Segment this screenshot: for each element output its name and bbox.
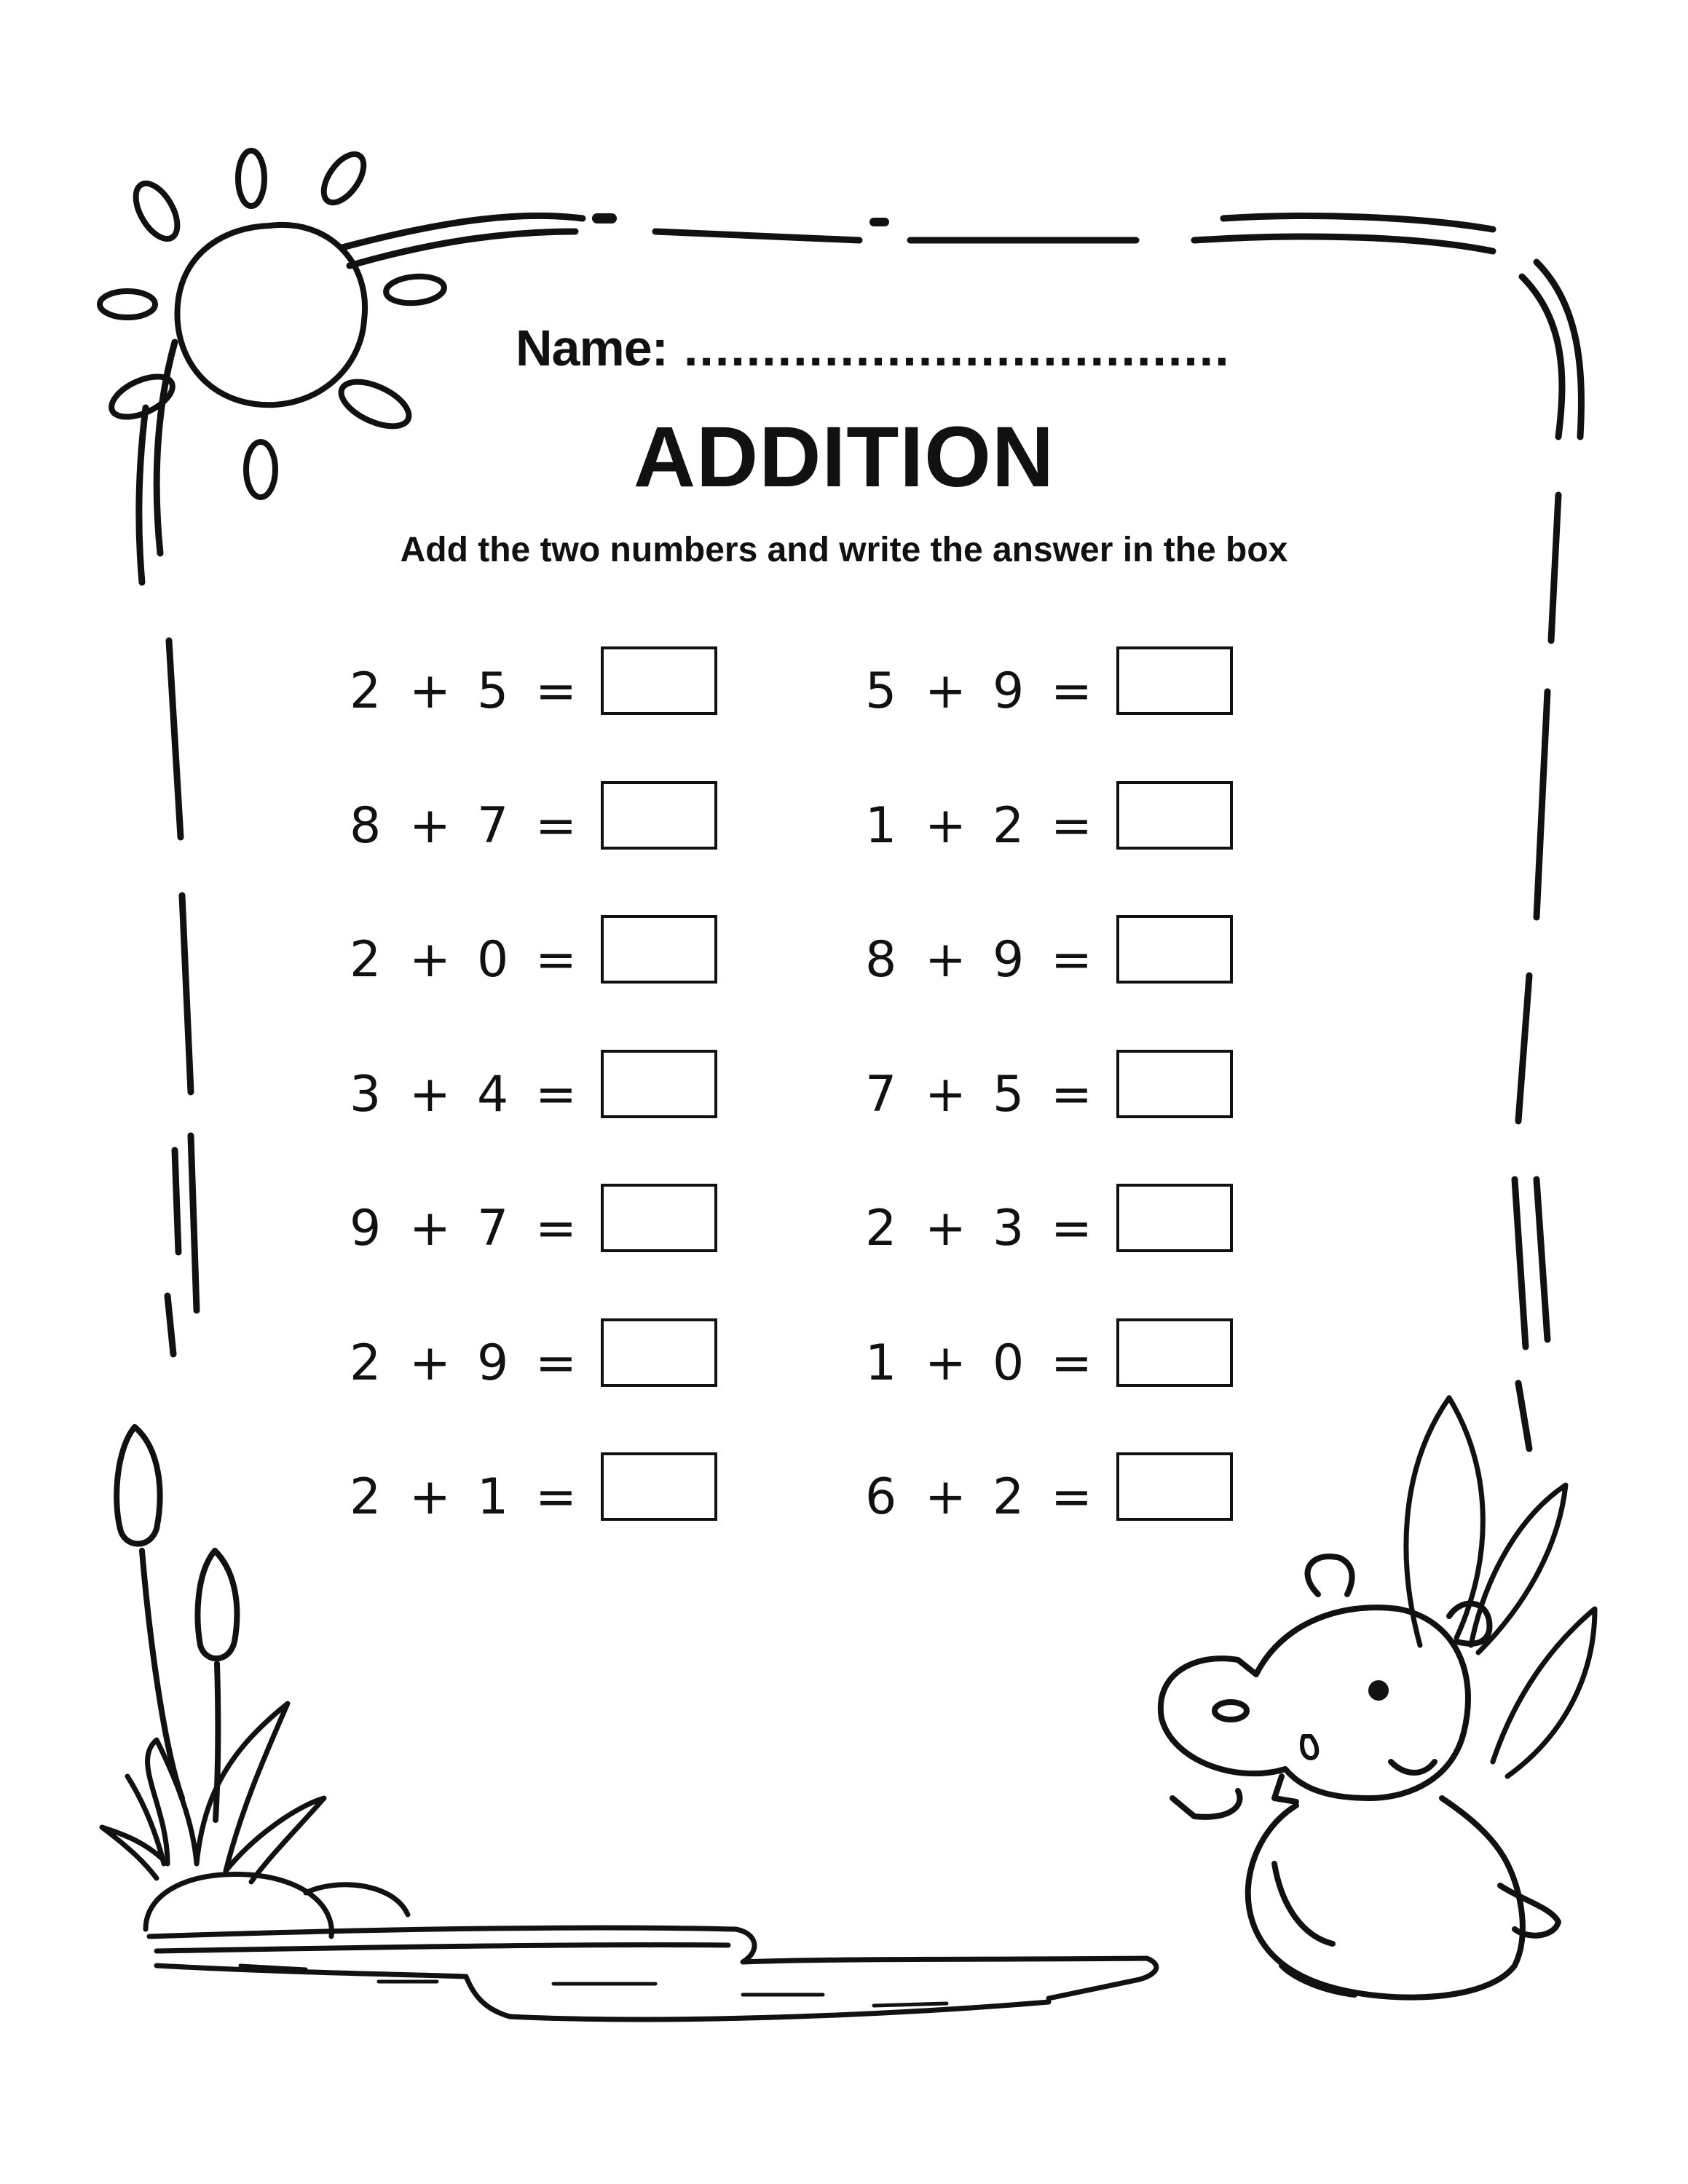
addend-b: 2 <box>993 1468 1025 1526</box>
problem-row <box>851 1313 1258 1447</box>
answer-box[interactable] <box>601 1184 717 1252</box>
equals-sign: = <box>535 1468 577 1526</box>
addend-a: 3 <box>350 1065 382 1123</box>
problem-row <box>335 909 743 1044</box>
equals-sign: = <box>1051 1468 1092 1526</box>
cattail-icon <box>117 1427 237 1820</box>
problem-column-right <box>851 641 1258 1581</box>
addend-a: 8 <box>350 796 382 855</box>
equals-sign: = <box>1051 931 1092 989</box>
plus-sign: + <box>925 796 966 855</box>
plus-sign: + <box>925 931 966 989</box>
addend-b: 2 <box>993 796 1025 855</box>
addend-a: 1 <box>865 1334 897 1392</box>
addend-b: 0 <box>993 1334 1025 1392</box>
addend-a: 7 <box>865 1065 897 1123</box>
equals-sign: = <box>535 796 577 855</box>
plus-sign: + <box>409 1200 451 1257</box>
equals-sign: = <box>535 931 577 989</box>
addend-b: 9 <box>477 1334 509 1392</box>
problem-row <box>335 641 743 775</box>
problem-row <box>851 641 1258 775</box>
addend-a: 8 <box>865 931 897 989</box>
equals-sign: = <box>535 1200 577 1257</box>
problem-row <box>851 909 1258 1044</box>
equals-sign: = <box>1051 1200 1092 1257</box>
addend-b: 5 <box>477 662 509 720</box>
answer-box[interactable] <box>601 915 717 984</box>
equals-sign: = <box>1051 662 1092 720</box>
grass-icon <box>102 1704 324 1882</box>
problem-row <box>851 775 1258 910</box>
answer-box[interactable] <box>1116 1452 1233 1521</box>
equals-sign: = <box>1051 1334 1092 1392</box>
addend-b: 0 <box>477 931 509 989</box>
problem-row <box>335 775 743 910</box>
instruction-text: Add the two numbers and write the answer in the box <box>400 531 1288 569</box>
answer-box[interactable] <box>601 781 717 850</box>
answer-box[interactable] <box>1116 1318 1233 1387</box>
frame-top-border <box>342 215 1493 266</box>
addend-a: 2 <box>350 662 382 720</box>
answer-box[interactable] <box>1116 1050 1233 1118</box>
plus-sign: + <box>409 1065 451 1123</box>
plus-sign: + <box>409 796 451 855</box>
hippo-icon <box>1161 1556 1558 1998</box>
equals-sign: = <box>1051 1065 1092 1123</box>
addend-a: 6 <box>865 1468 897 1526</box>
problem-row <box>335 1313 743 1447</box>
answer-box[interactable] <box>601 1318 717 1387</box>
addend-a: 1 <box>865 796 897 855</box>
rocks-icon <box>146 1874 408 1936</box>
problem-row <box>335 1178 743 1313</box>
problem-row <box>851 1178 1258 1313</box>
answer-box[interactable] <box>1116 646 1233 715</box>
addend-b: 5 <box>993 1065 1025 1123</box>
leaf-icon <box>1406 1398 1595 1776</box>
plus-sign: + <box>409 1468 451 1526</box>
problem-row <box>851 1447 1258 1581</box>
addend-a: 2 <box>350 1468 382 1526</box>
answer-box[interactable] <box>601 646 717 715</box>
plus-sign: + <box>409 931 451 989</box>
answer-box[interactable] <box>1116 915 1233 984</box>
addend-b: 1 <box>477 1468 509 1526</box>
equals-sign: = <box>535 662 577 720</box>
plus-sign: + <box>409 662 451 720</box>
problem-column-left <box>335 641 743 1581</box>
plus-sign: + <box>925 1200 966 1257</box>
plus-sign: + <box>925 662 966 720</box>
addend-a: 9 <box>350 1200 382 1257</box>
addend-a: 2 <box>350 931 382 989</box>
addend-b: 3 <box>993 1200 1025 1257</box>
answer-box[interactable] <box>601 1050 717 1118</box>
problem-row <box>851 1044 1258 1179</box>
addend-b: 9 <box>993 931 1025 989</box>
addend-b: 7 <box>477 1200 509 1257</box>
answer-box[interactable] <box>1116 781 1233 850</box>
addend-a: 2 <box>350 1334 382 1392</box>
addend-b: 9 <box>993 662 1025 720</box>
page-title <box>0 408 1688 507</box>
plus-sign: + <box>925 1334 966 1392</box>
problem-row <box>335 1447 743 1581</box>
addend-b: 4 <box>477 1065 509 1123</box>
plus-sign: + <box>925 1065 966 1123</box>
addend-a: 2 <box>865 1200 897 1257</box>
equals-sign: = <box>535 1334 577 1392</box>
name-line[interactable]: ................................... <box>683 320 1231 376</box>
problem-row <box>335 1044 743 1179</box>
equals-sign: = <box>1051 796 1092 855</box>
name-field-row[interactable] <box>516 319 1231 377</box>
page-title-text: ADDITION <box>633 409 1055 505</box>
pond-icon <box>149 1928 1156 2019</box>
equals-sign: = <box>535 1065 577 1123</box>
addend-b: 7 <box>477 796 509 855</box>
addend-a: 5 <box>865 662 897 720</box>
plus-sign: + <box>409 1334 451 1392</box>
name-label: Name: <box>516 320 668 376</box>
answer-box[interactable] <box>1116 1184 1233 1252</box>
answer-box[interactable] <box>601 1452 717 1521</box>
plus-sign: + <box>925 1468 966 1526</box>
